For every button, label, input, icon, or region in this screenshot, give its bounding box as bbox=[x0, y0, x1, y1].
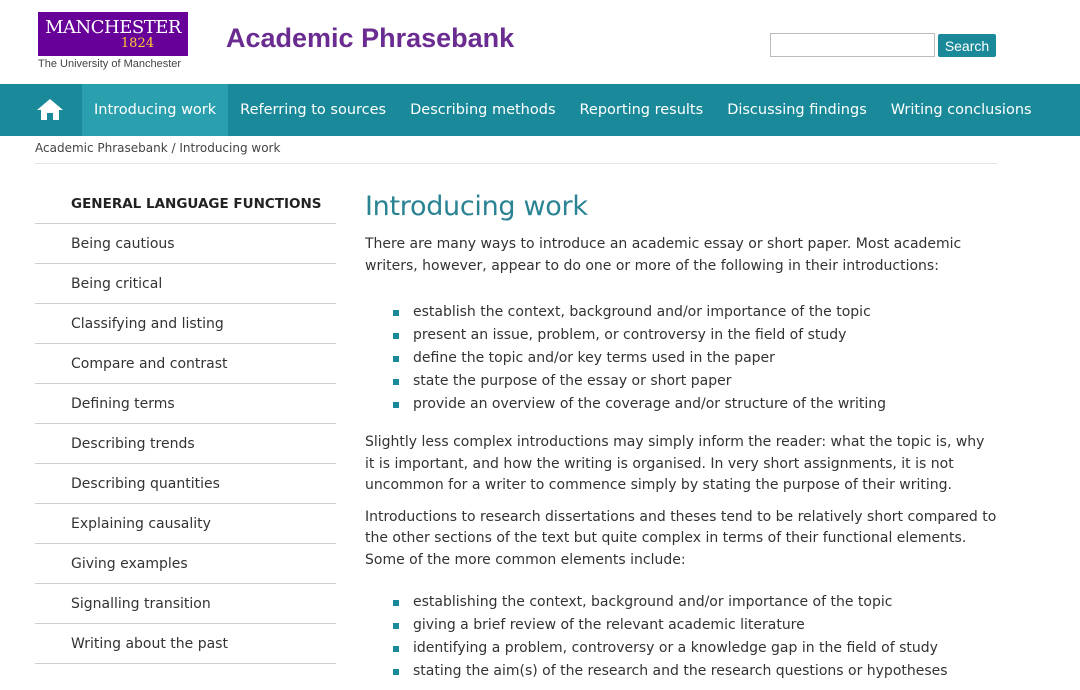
sidebar-item-signalling-transition[interactable]: Signalling transition bbox=[35, 584, 336, 624]
nav-item-introducing-work[interactable]: Introducing work bbox=[82, 84, 228, 136]
sidebar-item-being-critical[interactable]: Being critical bbox=[35, 264, 336, 304]
breadcrumb[interactable]: Academic Phrasebank / Introducing work bbox=[35, 141, 281, 155]
sidebar-item-explaining-causality[interactable]: Explaining causality bbox=[35, 504, 336, 544]
list-item: giving a brief review of the relevant academic literature bbox=[393, 614, 997, 637]
main-content bbox=[365, 188, 997, 683]
sidebar-item-describing-quantities[interactable]: Describing quantities bbox=[35, 464, 336, 504]
home-icon[interactable] bbox=[34, 96, 66, 124]
list-item: stating the aim(s) of the research and the research questions or hypotheses bbox=[393, 660, 997, 683]
sidebar bbox=[35, 184, 336, 664]
list-item: provide an overview of the coverage and/or structure of the writing bbox=[393, 393, 997, 416]
nav-item-referring-to-sources[interactable]: Referring to sources bbox=[240, 102, 387, 118]
logo-box bbox=[38, 12, 188, 56]
nav-item-describing-methods[interactable]: Describing methods bbox=[410, 102, 556, 118]
search-button[interactable]: Search bbox=[938, 34, 996, 57]
main-nav bbox=[0, 84, 1080, 136]
sidebar-item-writing-about-the-past[interactable]: Writing about the past bbox=[35, 624, 336, 664]
list-item: state the purpose of the essay or short paper bbox=[393, 370, 997, 393]
intro-paragraph: There are many ways to introduce an academic essay or short paper. Most academic writers, however, appear to do one or more of the following in their introductions: bbox=[365, 236, 962, 274]
nav-items bbox=[82, 84, 1044, 136]
search-input[interactable] bbox=[770, 33, 935, 57]
university-logo[interactable] bbox=[38, 12, 188, 74]
sidebar-heading[interactable]: GENERAL LANGUAGE FUNCTIONS bbox=[35, 184, 336, 224]
paragraph-less-complex: Slightly less complex introductions may simply inform the reader: what the topic is, why it is important, and how the writing is organised. In very short assignments, it is not uncommon for a writer to commence simply by stating the purpose of their writing. bbox=[365, 434, 985, 493]
dissertation-bullet-list bbox=[365, 591, 997, 683]
list-item: define the topic and/or key terms used in the paper bbox=[393, 347, 997, 370]
sidebar-item-describing-trends[interactable]: Describing trends bbox=[35, 424, 336, 464]
sidebar-item-being-cautious[interactable]: Being cautious bbox=[35, 224, 336, 264]
list-item: present an issue, problem, or controversy in the field of study bbox=[393, 324, 997, 347]
nav-item-writing-conclusions[interactable]: Writing conclusions bbox=[890, 102, 1032, 118]
list-item: identifying a problem, controversy or a knowledge gap in the field of study bbox=[393, 637, 997, 660]
intro-bullet-list bbox=[365, 301, 997, 416]
list-item: establish the context, background and/or importance of the topic bbox=[393, 301, 997, 324]
logo-year: 1824 bbox=[120, 36, 154, 51]
nav-item-reporting-results[interactable]: Reporting results bbox=[579, 102, 704, 118]
sidebar-item-compare-and-contrast[interactable]: Compare and contrast bbox=[35, 344, 336, 384]
breadcrumb-divider bbox=[35, 163, 997, 164]
logo-subtitle: The University of Manchester bbox=[38, 58, 182, 70]
site-title[interactable]: Academic Phrasebank bbox=[226, 23, 515, 53]
list-item: establishing the context, background and/or importance of the topic bbox=[393, 591, 997, 614]
sidebar-item-classifying-and-listing[interactable]: Classifying and listing bbox=[35, 304, 336, 344]
nav-item-discussing-findings[interactable]: Discussing findings bbox=[727, 102, 867, 118]
page-title: Introducing work bbox=[365, 191, 588, 222]
logo-name: MANCHESTER bbox=[45, 17, 181, 38]
sidebar-item-defining-terms[interactable]: Defining terms bbox=[35, 384, 336, 424]
sidebar-item-giving-examples[interactable]: Giving examples bbox=[35, 544, 336, 584]
paragraph-dissertations: Introductions to research dissertations and theses tend to be relatively short compared to the other sections of the text but quite complex in terms of their functional elements. Some of the more common elements include: bbox=[365, 508, 997, 568]
